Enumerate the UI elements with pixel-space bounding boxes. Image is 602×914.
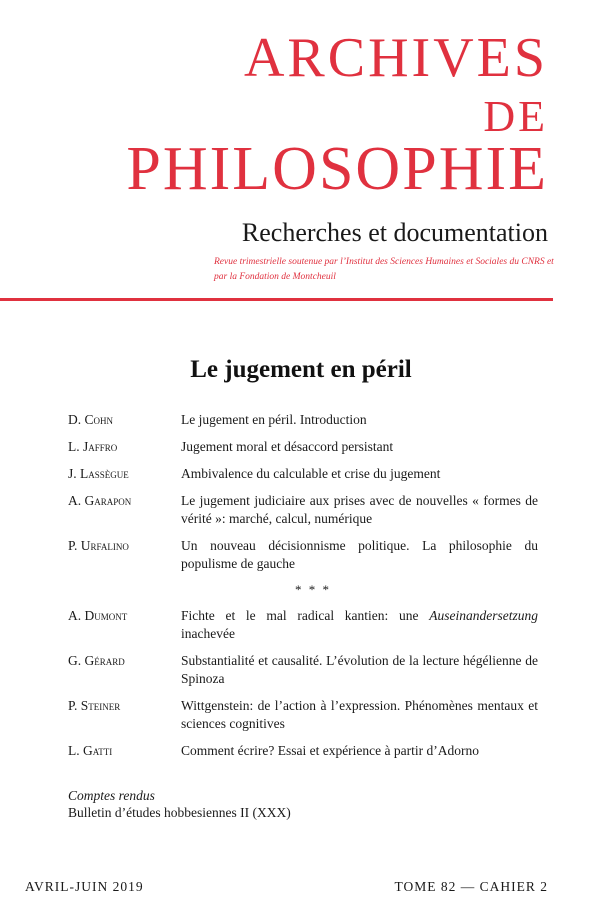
toc-article-title: Substantialité et causalité. L’évolution de la lecture hégélienne de Spinoza <box>181 653 538 686</box>
title-italic-part: Auseinandersetzung <box>429 608 538 623</box>
toc-author: P. Urfalino <box>68 538 129 553</box>
toc-author: P. Steiner <box>68 698 121 713</box>
reviews-entry: Bulletin d’études hobbesiennes II (XXX) <box>68 805 291 820</box>
issue-title: Le jugement en péril <box>190 356 412 383</box>
table-of-contents <box>68 411 538 769</box>
toc-article-title: Le jugement judiciaire aux prises avec de nouvelles « formes de vérité »: marché, calcul, numérique <box>181 493 538 526</box>
toc-author: A. Dumont <box>68 608 128 623</box>
toc-entry <box>68 465 538 483</box>
toc-article-title <box>181 607 538 643</box>
toc-article-title: Ambivalence du calculable et crise du jugement <box>181 466 441 481</box>
toc-entry <box>68 742 538 760</box>
toc-author: G. Gérard <box>68 653 125 668</box>
journal-subtitle: Recherches et documentation <box>241 218 548 247</box>
journal-title-line-3: PHILOSOPHIE <box>126 135 548 203</box>
reviews-section <box>68 787 291 821</box>
toc-entry <box>68 492 538 528</box>
title-part: Fichte et le mal radical kantien: une <box>181 608 430 623</box>
toc-entry <box>68 537 538 573</box>
toc-author: D. Cohn <box>68 412 114 427</box>
journal-title-line-1: ARCHIVES <box>243 27 548 89</box>
reviews-heading: Comptes rendus <box>68 788 155 803</box>
toc-author: L. Gatti <box>68 743 113 758</box>
toc-entry <box>68 652 538 688</box>
toc-author: J. Lassègue <box>68 466 129 481</box>
header-divider <box>0 298 553 301</box>
issue-volume: TOME 82 — CAHIER 2 <box>394 879 548 894</box>
toc-entry <box>68 697 538 733</box>
toc-article-title: Jugement moral et désaccord persistant <box>181 439 394 454</box>
toc-entry <box>68 607 538 643</box>
toc-article-title: Comment écrire? Essai et expérience à partir d’Adorno <box>181 743 479 758</box>
toc-article-title: Le jugement en péril. Introduction <box>181 412 367 427</box>
toc-entry <box>68 438 538 456</box>
section-separator: * * * <box>295 582 331 597</box>
toc-author: A. Garapon <box>68 493 132 508</box>
toc-article-title: Wittgenstein: de l’action à l’expression. Phénomènes mentaux et sciences cognitives <box>181 698 538 731</box>
toc-article-title: Un nouveau décisionnisme politique. La philosophie du populisme de gauche <box>181 538 538 571</box>
journal-title-line-2: DE <box>483 92 548 141</box>
support-note: Revue trimestrielle soutenue par l’Institut des Sciences Humaines et Sociales du CNRS et par la Fondation de Montcheuil <box>214 257 554 282</box>
title-part: inachevée <box>181 626 235 641</box>
toc-entry <box>68 411 538 429</box>
issue-date: AVRIL-JUIN 2019 <box>25 879 144 894</box>
toc-author: L. Jaffro <box>68 439 118 454</box>
